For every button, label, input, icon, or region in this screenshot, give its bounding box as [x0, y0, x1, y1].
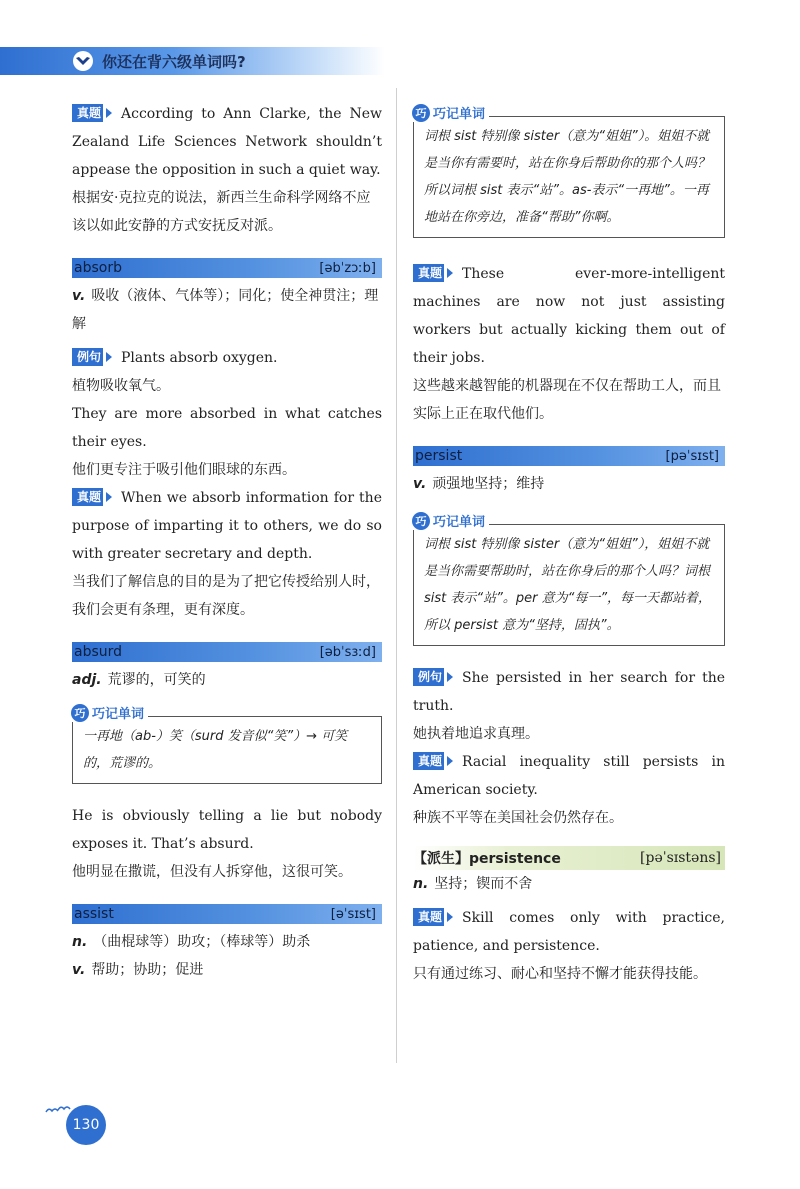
page-title: 你还在背六级单词吗?	[102, 53, 246, 71]
example-translation: 她执着地追求真理。	[413, 726, 539, 742]
example-sentence: 例句 She persisted in her search for the truth.	[413, 670, 725, 714]
intro-translation: 根据安·克拉克的说法，新西兰生命科学网络不应该以如此安静的方式安抚反对派。	[72, 190, 371, 234]
phonetic: [əˈsɪst]	[330, 906, 376, 922]
real-exam-sentence: 真题 When we absorb information for the purpose of imparting it to others, we do so with greater secretary and depth.	[72, 490, 382, 562]
example-tag: 例句	[413, 668, 456, 686]
definition: n. （曲棍球等）助攻；（棒球等）助杀	[72, 934, 311, 950]
example-translation: 他明显在撒谎，但没有人拆穿他，这很可笑。	[72, 864, 352, 880]
real-exam-tag: 真题	[72, 104, 115, 122]
real-exam-tag: 真题	[413, 908, 456, 926]
real-exam-translation: 只有通过练习、耐心和坚持不懈才能获得技能。	[413, 966, 707, 982]
real-exam-tag: 真题	[413, 264, 456, 282]
headword: assist	[74, 906, 114, 922]
phonetic: [pəˈsɪst]	[665, 448, 719, 464]
real-exam-translation: 这些越来越智能的机器现在不仅在帮助工人，而且实际上正在取代他们。	[413, 378, 721, 422]
memory-tip-text: 一再地（ab-）笑（surd 发音似“笑”）→ 可笑的，荒谬的。	[83, 729, 348, 771]
entry-assist-bar	[72, 904, 382, 924]
chevron-down-icon	[72, 50, 94, 72]
right-column	[413, 96, 725, 988]
real-exam-translation: 当我们了解信息的目的是为了把它传授给别人时，我们会更有条理，更有深度。	[72, 574, 380, 618]
memory-tip-box	[72, 706, 382, 784]
memory-tip-text: 词根 sist 特别像 sister（意为“姐姐”）。姐姐不就是当你有需要时，站在你身后帮助你的那个人吗？所以词根 sist 表示“站”。as-表示“一再地”。一再地站在你旁边，准备“帮助”你啊。	[424, 129, 711, 225]
definition: n. 坚持；锲而不舍	[413, 876, 533, 892]
definition: v. 吸收（液体、气体等）；同化；使全神贯注；理解	[72, 288, 379, 332]
tip-icon: 巧	[412, 512, 430, 530]
example-sentence: He is obviously telling a lie but nobody exposes it. That’s absurd.	[72, 808, 382, 852]
headword: persist	[415, 448, 463, 464]
definition: v. 顽强地坚持；维持	[413, 476, 545, 492]
entry-absurd-bar	[72, 642, 382, 662]
example-tag: 例句	[72, 348, 115, 366]
derived-word-bar	[413, 846, 725, 870]
real-exam-sentence: 真题 Racial inequality still persists in American society.	[413, 754, 725, 798]
example-sentence: They are more absorbed in what catches their eyes.	[72, 406, 382, 450]
definition: v. 帮助；协助；促进	[72, 962, 204, 978]
intro-example: 真题 According to Ann Clarke, the New Zealand Life Sciences Network shouldn’t appease the opposition in such a quiet way.	[72, 106, 382, 178]
tip-icon: 巧	[412, 104, 430, 122]
page-number: 130	[66, 1105, 106, 1145]
real-exam-tag: 真题	[72, 488, 115, 506]
phonetic: [əbˈzɔːb]	[319, 260, 376, 276]
example-translation: 他们更专注于吸引他们眼球的东西。	[72, 462, 296, 478]
phonetic: [pəˈsɪstəns]	[640, 850, 721, 866]
derived-word: 【派生】persistence	[413, 851, 561, 867]
headword: absorb	[74, 260, 122, 276]
real-exam-sentence: 真题 Skill comes only with practice, patience, and persistence.	[413, 910, 725, 954]
memory-tip-box	[413, 514, 725, 646]
definition: adj. 荒谬的，可笑的	[72, 672, 206, 688]
column-divider	[396, 88, 397, 1063]
example-sentence: 例句 Plants absorb oxygen.	[72, 344, 382, 372]
real-exam-translation: 种族不平等在美国社会仍然存在。	[413, 810, 623, 826]
tip-icon: 巧	[71, 704, 89, 722]
memory-tip-title: 巧 巧记单词	[410, 511, 489, 530]
real-exam-sentence: 真题 These ever-more-intelligent machines are now not just assisting workers but actually kicking them out of their jobs.	[413, 266, 725, 366]
memory-tip-text: 词根 sist 特别像 sister（意为“姐姐”），姐姐不就是当你需要帮助时，站在你身后的那个人吗？词根 sist 表示“站”。per 意为“每一”，每一天都站着，所以 persist 意为“坚持，固执”。	[424, 537, 712, 633]
memory-tip-box	[413, 106, 725, 238]
memory-tip-title: 巧 巧记单词	[69, 703, 148, 722]
entry-persist-bar	[413, 446, 725, 466]
entry-absorb-bar	[72, 258, 382, 278]
phonetic: [əbˈsɜːd]	[319, 644, 376, 660]
left-column	[72, 100, 382, 984]
headword: absurd	[74, 644, 123, 660]
memory-tip-title: 巧 巧记单词	[410, 103, 489, 122]
example-translation: 植物吸收氧气。	[72, 378, 170, 394]
real-exam-tag: 真题	[413, 752, 456, 770]
